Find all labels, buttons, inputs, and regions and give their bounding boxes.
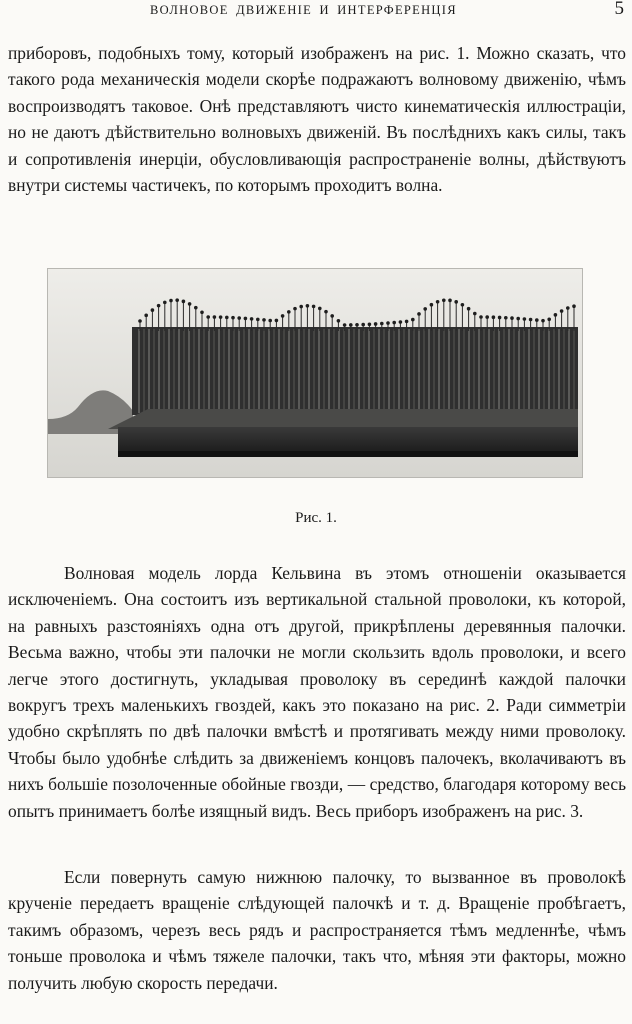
rod-tip <box>368 322 372 326</box>
rod-tip <box>213 315 217 319</box>
panel-stripe <box>478 329 480 413</box>
panel-stripe <box>343 329 345 413</box>
rod-tip <box>188 302 192 306</box>
panel-stripe <box>388 329 390 413</box>
panel-stripe <box>338 329 340 413</box>
panel-stripe <box>253 329 255 413</box>
rod-tip <box>560 309 564 313</box>
rod-tip <box>306 304 310 308</box>
panel-stripe <box>408 329 410 413</box>
rod-tip <box>287 310 291 314</box>
page-header <box>0 0 632 30</box>
panel-stripe <box>463 329 465 413</box>
panel-stripe <box>348 329 350 413</box>
panel-stripe <box>543 329 545 413</box>
rod-tip <box>572 304 576 308</box>
panel-stripe <box>403 329 405 413</box>
panel-stripe <box>228 329 230 413</box>
panel-stripe <box>568 329 570 413</box>
rod-tip <box>225 316 229 320</box>
page-number: 5 <box>614 0 624 19</box>
panel-stripe <box>358 329 360 413</box>
panel-stripe <box>573 329 575 413</box>
base-tray <box>118 427 578 453</box>
panel-stripe <box>443 329 445 413</box>
panel-stripe <box>413 329 415 413</box>
panel-stripe <box>283 329 285 413</box>
panel-stripe <box>143 329 145 413</box>
rod-tip <box>516 317 520 321</box>
panel-stripe <box>248 329 250 413</box>
panel-stripe <box>468 329 470 413</box>
rod-tip <box>182 300 186 304</box>
rod-tip <box>200 310 204 314</box>
panel-stripe <box>333 329 335 413</box>
panel-stripe <box>138 329 140 413</box>
panel-stripe <box>183 329 185 413</box>
panel-stripe <box>223 329 225 413</box>
paragraph-1: приборовъ, подобныхъ тому, который изображенъ на рис. 1. Можно сказать, что такого рода механическія модели скорѣе подражаютъ волновому движенію, чѣмъ воспроизводятъ таковое. Онѣ представляютъ чисто кинематическія иллюстраціи, но не даютъ дѣйствительно волновыхъ движеній. Въ послѣднихъ какъ силы, такъ и сопротивленія инерціи, обусловливающія распространеніе волны, дѣйствуютъ внутри системы частичекъ, по которымъ проходитъ волна. <box>8 43 626 196</box>
panel-stripe <box>548 329 550 413</box>
panel-stripe <box>538 329 540 413</box>
panel-stripe <box>533 329 535 413</box>
panel-stripe <box>378 329 380 413</box>
panel-stripe <box>528 329 530 413</box>
panel-stripe <box>398 329 400 413</box>
rod-tip <box>510 316 514 320</box>
rod-tip <box>262 318 266 322</box>
panel-stripe <box>323 329 325 413</box>
rod-tip <box>498 316 502 320</box>
rod-tip <box>349 323 353 327</box>
rod-tip <box>554 313 558 317</box>
rod-tip <box>423 307 427 311</box>
panel-stripe <box>168 329 170 413</box>
panel-stripe <box>213 329 215 413</box>
rod-tip <box>256 318 260 322</box>
rod-tip <box>535 318 539 322</box>
rod-tip <box>163 301 167 305</box>
rod-tip <box>299 305 303 309</box>
running-title: ВОЛНОВОЕ ДВИЖЕНIЕ И ИНТЕРФЕРЕНЦIЯ <box>150 3 457 17</box>
panel-stripe <box>278 329 280 413</box>
rod-tip <box>206 315 210 319</box>
panel-stripe <box>298 329 300 413</box>
panel-stripe <box>328 329 330 413</box>
panel-stripe <box>418 329 420 413</box>
rod-tip <box>194 306 198 310</box>
panel-stripe <box>173 329 175 413</box>
rod-tip <box>467 307 471 311</box>
panel-stripe <box>293 329 295 413</box>
rod-tip <box>411 318 415 322</box>
rod-tip <box>479 315 483 319</box>
rod-tip <box>442 298 446 302</box>
panel-stripe <box>563 329 565 413</box>
panel-stripe <box>163 329 165 413</box>
rod-tip <box>138 319 142 323</box>
panel-stripe <box>458 329 460 413</box>
rod-tip <box>392 321 396 325</box>
panel-stripe <box>208 329 210 413</box>
rod-tip <box>547 317 551 321</box>
panel-stripe <box>308 329 310 413</box>
rod-tip <box>324 310 328 314</box>
rod-tip <box>405 320 409 324</box>
paragraph-2: Волновая модель лорда Кельвина въ этомъ отношеніи оказывается исключеніемъ. Она состоитъ изъ вертикальной стальной проволоки, къ которой, на равныхъ разстояніяхъ одна отъ другой, прикрѣплены деревянныя палочки. Весьма важно, чтобы эти палочки не могли скользить вдоль проволоки, и всего легче этого достигнуть, укладывая проволоку въ серединѣ каждой палочки вокругъ трехъ маленькихъ гвоздей, какъ это показано на рис. 2. Ради симметріи удобно скрѣплять по двѣ палочки вмѣстѣ и протягивать между ними проволоку. Чтобы было удобнѣе слѣдить за движеніемъ концовъ палочекъ, вколачиваютъ въ нихъ большіе позолоченные обойные гвозди, — средство, благодаря которому весь опытъ принимаетъ болѣе изящный видъ. Весь приборъ изображенъ на рис. 3. <box>8 563 626 821</box>
panel-stripe <box>268 329 270 413</box>
rod-tip <box>361 323 365 327</box>
rod-tip <box>244 317 248 321</box>
rod-tip <box>523 317 527 321</box>
panel-stripe <box>503 329 505 413</box>
rod-tip <box>237 316 241 320</box>
panel-stripe <box>178 329 180 413</box>
panel-stripe <box>383 329 385 413</box>
wave-machine-illustration <box>48 269 582 477</box>
rod-tip <box>144 314 148 318</box>
figure-caption: Рис. 1. <box>295 510 337 526</box>
panel-stripe <box>353 329 355 413</box>
panel-stripe <box>448 329 450 413</box>
rod-tip <box>529 318 533 322</box>
paragraph-3: Если повернуть самую нижнюю палочку, то вызванное въ проволокѣ крученіе передаетъ вращеніе слѣдующей палочкѣ и т. д. Вращеніе пробѣгаетъ, такимъ образомъ, черезъ весь рядъ и распространяется тѣмъ медленнѣе, чѣмъ тоньше проволока и чѣмъ тяжеле палочки, такъ что, мѣняя эти факторы, можно получить любую скорость передачи. <box>8 867 626 993</box>
rod-tip <box>169 299 173 303</box>
rod-tip <box>448 299 452 303</box>
panel-stripe <box>368 329 370 413</box>
rod-tip <box>312 305 316 309</box>
panel-stripe <box>218 329 220 413</box>
panel-stripe <box>158 329 160 413</box>
rod-tip <box>380 322 384 326</box>
panel-stripe <box>483 329 485 413</box>
rod-tip <box>355 323 359 327</box>
rod-tip <box>386 321 390 325</box>
panel-stripe <box>513 329 515 413</box>
panel-stripe <box>203 329 205 413</box>
panel-stripe <box>263 329 265 413</box>
panel-stripe <box>288 329 290 413</box>
panel-stripe <box>473 329 475 413</box>
panel-stripe <box>518 329 520 413</box>
rod-tip <box>492 315 496 319</box>
panel-stripe <box>273 329 275 413</box>
panel-stripe <box>198 329 200 413</box>
rod-tip <box>157 304 161 308</box>
panel-stripe <box>243 329 245 413</box>
rod-tip <box>268 319 272 323</box>
rod-tip <box>293 307 297 311</box>
panel-stripe <box>438 329 440 413</box>
panel-stripe <box>363 329 365 413</box>
rod-tip <box>430 303 434 307</box>
rod-tip <box>473 312 477 316</box>
rod-tip <box>281 314 285 318</box>
rod-tip <box>541 319 545 323</box>
rod-tip <box>461 303 465 307</box>
panel-stripe <box>193 329 195 413</box>
base-shelf <box>108 409 578 429</box>
rod-tip <box>343 323 347 327</box>
rod-tip <box>417 312 421 316</box>
panel-stripe <box>393 329 395 413</box>
panel-stripe <box>373 329 375 413</box>
rod-tip <box>330 314 334 318</box>
panel-stripe <box>153 329 155 413</box>
rod-tip <box>504 316 508 320</box>
panel-stripe <box>428 329 430 413</box>
rod-tip <box>436 300 440 304</box>
panel-stripe <box>258 329 260 413</box>
panel-stripe <box>433 329 435 413</box>
rod-tip <box>250 317 254 321</box>
panel-stripe <box>148 329 150 413</box>
panel-stripe <box>303 329 305 413</box>
rod-tip <box>151 308 155 312</box>
rod-tip <box>454 300 458 304</box>
rod-tip <box>219 315 223 319</box>
panel-stripe <box>493 329 495 413</box>
panel-stripe <box>498 329 500 413</box>
panel-stripe <box>238 329 240 413</box>
rod-tip <box>566 306 570 310</box>
panel-stripe <box>523 329 525 413</box>
rod-tip <box>175 298 179 302</box>
panel-stripe <box>313 329 315 413</box>
rod-tip <box>485 315 489 319</box>
figure-wave-machine-photo <box>47 268 583 478</box>
rod-tip <box>231 316 235 320</box>
rod-tip <box>275 319 279 323</box>
panel-stripe <box>553 329 555 413</box>
panel-stripe <box>453 329 455 413</box>
panel-stripe <box>233 329 235 413</box>
panel-stripe <box>488 329 490 413</box>
panel-stripe <box>188 329 190 413</box>
rod-tip <box>374 322 378 326</box>
panel-stripe <box>558 329 560 413</box>
rod-tip <box>318 307 322 311</box>
panel-stripe <box>423 329 425 413</box>
rod-tip <box>399 320 403 324</box>
panel-stripe <box>508 329 510 413</box>
panel-stripe <box>318 329 320 413</box>
rod-tip <box>337 319 341 323</box>
